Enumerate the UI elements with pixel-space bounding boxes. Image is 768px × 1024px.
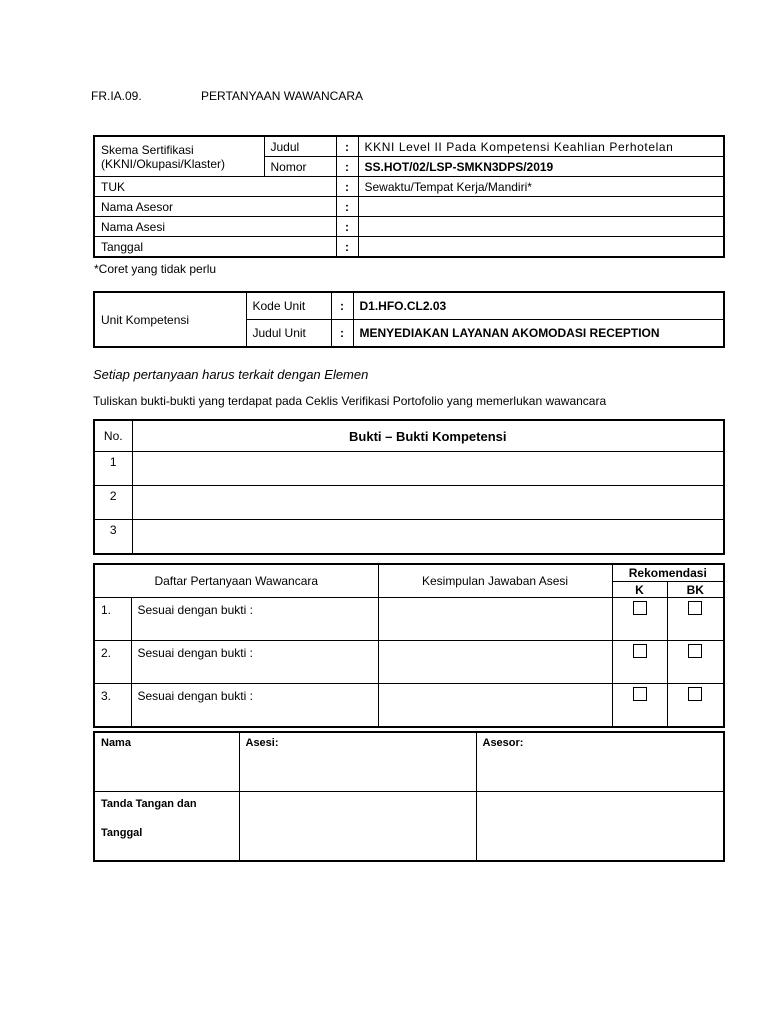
ttd-label-line1: Tanda Tangan dan	[101, 798, 197, 810]
k-cell	[612, 684, 667, 728]
asesi-label: Nama Asesi	[94, 217, 336, 237]
instruction: Tuliskan bukti-bukti yang terdapat pada Ceklis Verifikasi Portofolio yang memerlukan wawancara	[93, 394, 607, 408]
asesor-name-cell[interactable]: Asesor:	[476, 732, 724, 792]
signature-table	[93, 731, 725, 862]
evidence-cell[interactable]	[132, 520, 724, 555]
colon: :	[336, 157, 358, 177]
col-kesimpulan-header: Kesimpulan Jawaban Asesi	[378, 564, 612, 598]
k-checkbox[interactable]	[633, 644, 647, 658]
k-checkbox[interactable]	[633, 601, 647, 615]
colon: :	[331, 292, 353, 320]
bk-cell	[667, 598, 724, 641]
answer-cell[interactable]	[378, 598, 612, 641]
colon: :	[336, 136, 358, 157]
asesi-signature-cell[interactable]	[239, 792, 476, 862]
ttd-label	[94, 792, 239, 862]
judul-unit-value: MENYEDIAKAN LAYANAN AKOMODASI RECEPTION	[353, 320, 724, 348]
colon: :	[336, 217, 358, 237]
form-title: PERTANYAAN WAWANCARA	[201, 89, 364, 103]
tuk-label: TUK	[94, 177, 336, 197]
question-number: 2.	[94, 641, 131, 684]
question-text: Sesuai dengan bukti :	[131, 598, 378, 641]
asesor-label: Nama Asesor	[94, 197, 336, 217]
table-row	[94, 641, 724, 684]
nomor-value[interactable]: SS.HOT/02/LSP-SMKN3DPS/2019	[358, 157, 724, 177]
col-k-header: K	[612, 582, 667, 598]
asesi-value[interactable]	[358, 217, 724, 237]
table-row	[94, 684, 724, 728]
col-daftar-header: Daftar Pertanyaan Wawancara	[94, 564, 378, 598]
asesor-value[interactable]	[358, 197, 724, 217]
evidence-table	[93, 419, 725, 555]
form-id: FR.IA.09.	[91, 89, 142, 103]
k-cell	[612, 641, 667, 684]
table-row	[94, 598, 724, 641]
col-no-header: No.	[94, 420, 132, 452]
bk-cell	[667, 684, 724, 728]
row-number: 3	[94, 520, 132, 555]
ttd-label-line2: Tanggal	[101, 827, 143, 839]
scheme-label	[94, 136, 264, 177]
col-bukti-header: Bukti – Bukti Kompetensi	[132, 420, 724, 452]
question-text: Sesuai dengan bukti :	[131, 684, 378, 728]
table-row	[94, 520, 724, 555]
questions-table	[93, 563, 725, 728]
question-number: 3.	[94, 684, 131, 728]
bk-checkbox[interactable]	[688, 644, 702, 658]
asesi-name-cell[interactable]: Asesi:	[239, 732, 476, 792]
table-row	[94, 486, 724, 520]
colon: :	[336, 197, 358, 217]
question-number: 1.	[94, 598, 131, 641]
unit-table	[93, 291, 725, 348]
asesor-signature-cell[interactable]	[476, 792, 724, 862]
bk-cell	[667, 641, 724, 684]
colon: :	[336, 237, 358, 258]
table-row	[94, 452, 724, 486]
answer-cell[interactable]	[378, 641, 612, 684]
kode-unit-label: Kode Unit	[246, 292, 331, 320]
tanggal-value[interactable]	[358, 237, 724, 258]
scheme-label-line1: Skema Sertifikasi	[101, 142, 194, 157]
judul-unit-label: Judul Unit	[246, 320, 331, 348]
unit-label: Unit Kompetensi	[94, 292, 246, 347]
bk-checkbox[interactable]	[688, 601, 702, 615]
colon: :	[336, 177, 358, 197]
nama-label: Nama	[94, 732, 239, 792]
question-text: Sesuai dengan bukti :	[131, 641, 378, 684]
row-number: 2	[94, 486, 132, 520]
judul-value[interactable]: KKNI Level II Pada Kompetensi Keahlian Perhotelan	[358, 136, 724, 157]
tanggal-label: Tanggal	[94, 237, 336, 258]
scheme-table	[93, 135, 725, 258]
nomor-label: Nomor	[264, 157, 336, 177]
col-bk-header: BK	[667, 582, 724, 598]
strike-note: *Coret yang tidak perlu	[94, 262, 217, 276]
scheme-label-line2: (KKNI/Okupasi/Klaster)	[101, 156, 226, 171]
judul-label: Judul	[264, 136, 336, 157]
instruction-italic: Setiap pertanyaan harus terkait dengan Elemen	[93, 367, 369, 382]
kode-unit-value: D1.HFO.CL2.03	[353, 292, 724, 320]
evidence-cell[interactable]	[132, 486, 724, 520]
k-cell	[612, 598, 667, 641]
colon: :	[331, 320, 353, 348]
bk-checkbox[interactable]	[688, 687, 702, 701]
row-number: 1	[94, 452, 132, 486]
col-rekomendasi-header: Rekomendasi	[612, 564, 724, 582]
tuk-value[interactable]: Sewaktu/Tempat Kerja/Mandiri*	[358, 177, 724, 197]
answer-cell[interactable]	[378, 684, 612, 728]
k-checkbox[interactable]	[633, 687, 647, 701]
evidence-cell[interactable]	[132, 452, 724, 486]
